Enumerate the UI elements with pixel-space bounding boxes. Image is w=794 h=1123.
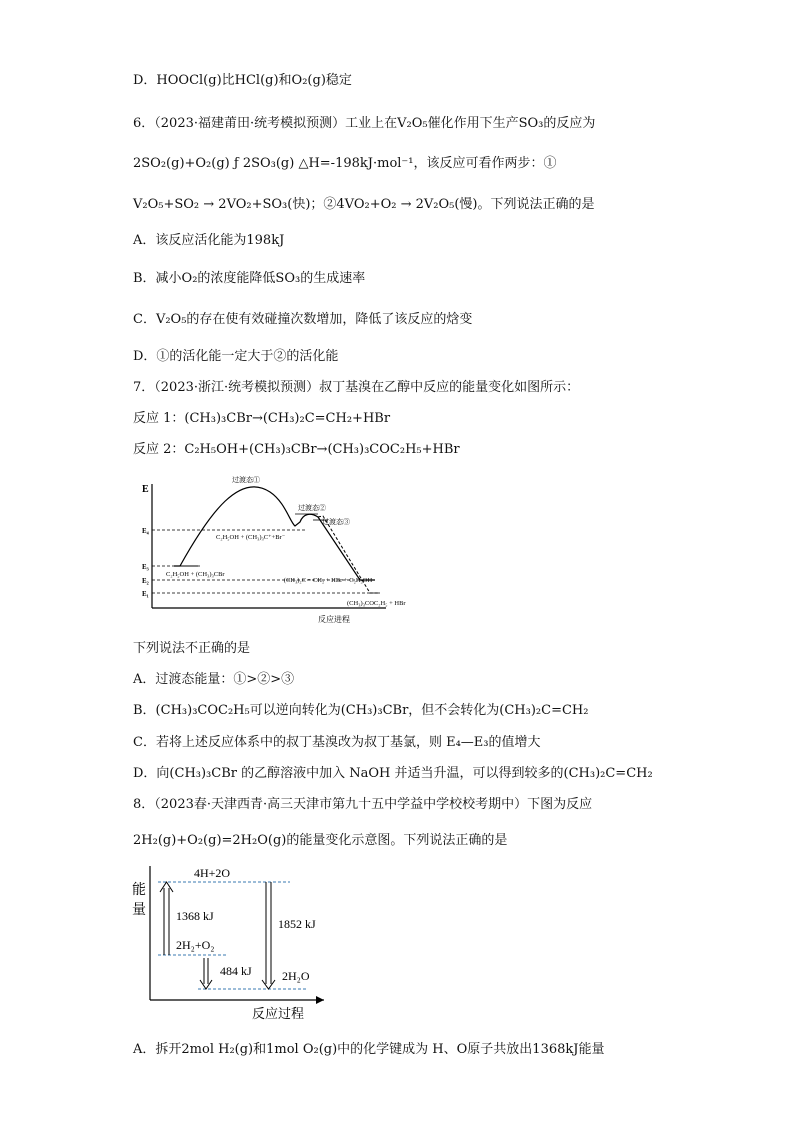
fig1-label-reactants: C₂H₅OH + (CH₃)₃CBr (166, 571, 225, 578)
fig1-label-ts1: 过渡态① (232, 476, 260, 484)
question-6-option-a: A．该反应活化能为198kJ (133, 233, 285, 248)
fig1-label-e2: E₂ (142, 577, 149, 585)
fig2-label-1368: 1368 kJ (176, 909, 214, 923)
question-6-stem: 6．（2023·福建莆田·统考模拟预测）工业上在V₂O₅催化作用下生产SO₃的反应为 (133, 116, 596, 131)
fig2-label-1852: 1852 kJ (278, 917, 316, 931)
fig2-arrow-1852-head-icon (262, 980, 275, 989)
energy-profile-diagram-1 (140, 472, 406, 632)
fig2-label-top: 4H+2O (194, 866, 231, 880)
fig1-label-product1: (CH₃)₂C = CH₂ + HBr + C₂H₅OH (283, 577, 373, 584)
fig1-label-e3: E₃ (142, 563, 149, 571)
option-d-q5: D．HOOCl(g)比HCl(g)和O₂(g)稳定 (133, 73, 352, 88)
question-6-equation: 2SO₂(g)+O₂(g) ƒ 2SO₃(g) △H=-198kJ·mol⁻¹，该反应可看作两步：① (133, 156, 557, 171)
question-7-option-a: A．过渡态能量：①>②>③ (133, 672, 295, 687)
fig1-label-e1: E₁ (142, 590, 149, 598)
question-6-option-b: B．减小O₂的浓度能降低SO₃的生成速率 (133, 271, 366, 286)
fig1-y-label: E (142, 484, 149, 495)
question-8-option-a: A．拆开2mol H₂(g)和1mol O₂(g)中的化学键成为 H、O原子共放出1368kJ能量 (133, 1042, 605, 1057)
fig2-x-arrow-icon (316, 996, 324, 1004)
question-7-option-c: C．若将上述反应体系中的叔丁基溴改为叔丁基氯，则 E₄—E₃的值增大 (133, 735, 541, 750)
fig1-label-ts3: 过渡态③ (322, 518, 350, 526)
fig1-x-label: 反应进程 (318, 615, 350, 624)
fig1-label-e4: E₄ (142, 527, 149, 535)
question-7-reaction-2: 反应 2：C₂H₅OH+(CH₃)₃CBr→(CH₃)₃COC₂H₅+HBr (133, 442, 460, 457)
question-6-option-d: D．①的活化能一定大于②的活化能 (133, 349, 339, 364)
fig2-label-bottom: 2H₂O (282, 969, 310, 983)
fig2-label-484: 484 kJ (220, 964, 252, 978)
question-7-prompt: 下列说法不正确的是 (133, 641, 251, 656)
energy-diagram-2 (128, 858, 338, 1028)
question-8-equation: 2H₂(g)+O₂(g)=2H₂O(g)的能量变化示意图。下列说法正确的是 (133, 833, 508, 848)
fig2-y-label-2: 量 (132, 903, 146, 918)
fig2-x-label: 反应过程 (252, 1006, 305, 1021)
question-7-option-d: D．向(CH₃)₃CBr 的乙醇溶液中加入 NaOH 并适当升温，可以得到较多的(CH₃)₂C=CH₂ (133, 766, 653, 781)
fig2-y-label-1: 能 (132, 883, 146, 898)
question-7-option-b: B．(CH₃)₃COC₂H₅可以逆向转化为(CH₃)₃CBr，但不会转化为(CH₃)₂C=CH₂ (133, 703, 589, 718)
fig2-arrow-1368-head-icon (160, 882, 173, 892)
question-7-stem: 7．（2023·浙江·统考模拟预测）叔丁基溴在乙醇中反应的能量变化如图所示： (133, 380, 580, 395)
question-6-option-c: C．V₂O₅的存在使有效碰撞次数增加，降低了该反应的焓变 (133, 312, 473, 327)
fig1-label-intermediate: C₂H₅OH + (CH₃)₃C⁺+Br⁻ (216, 534, 286, 541)
fig1-label-ts2: 过渡态② (298, 504, 326, 512)
fig2-arrow-484-head-icon (200, 980, 212, 989)
question-6-steps: V₂O₅+SO₂ → 2VO₂+SO₃(快)；②4VO₂+O₂ → 2V₂O₅(慢)。下列说法正确的是 (133, 197, 595, 212)
fig1-label-product2: (CH₃)₃COC₂H₅ + HBr (347, 600, 406, 607)
fig2-label-mid: 2H₂+O₂ (176, 938, 215, 952)
question-8-stem: 8．（2023春·天津西青·高三天津市第九十五中学益中学校校考期中）下图为反应 (133, 797, 593, 812)
question-7-reaction-1: 反应 1：(CH₃)₃CBr→(CH₃)₂C=CH₂+HBr (133, 411, 391, 426)
